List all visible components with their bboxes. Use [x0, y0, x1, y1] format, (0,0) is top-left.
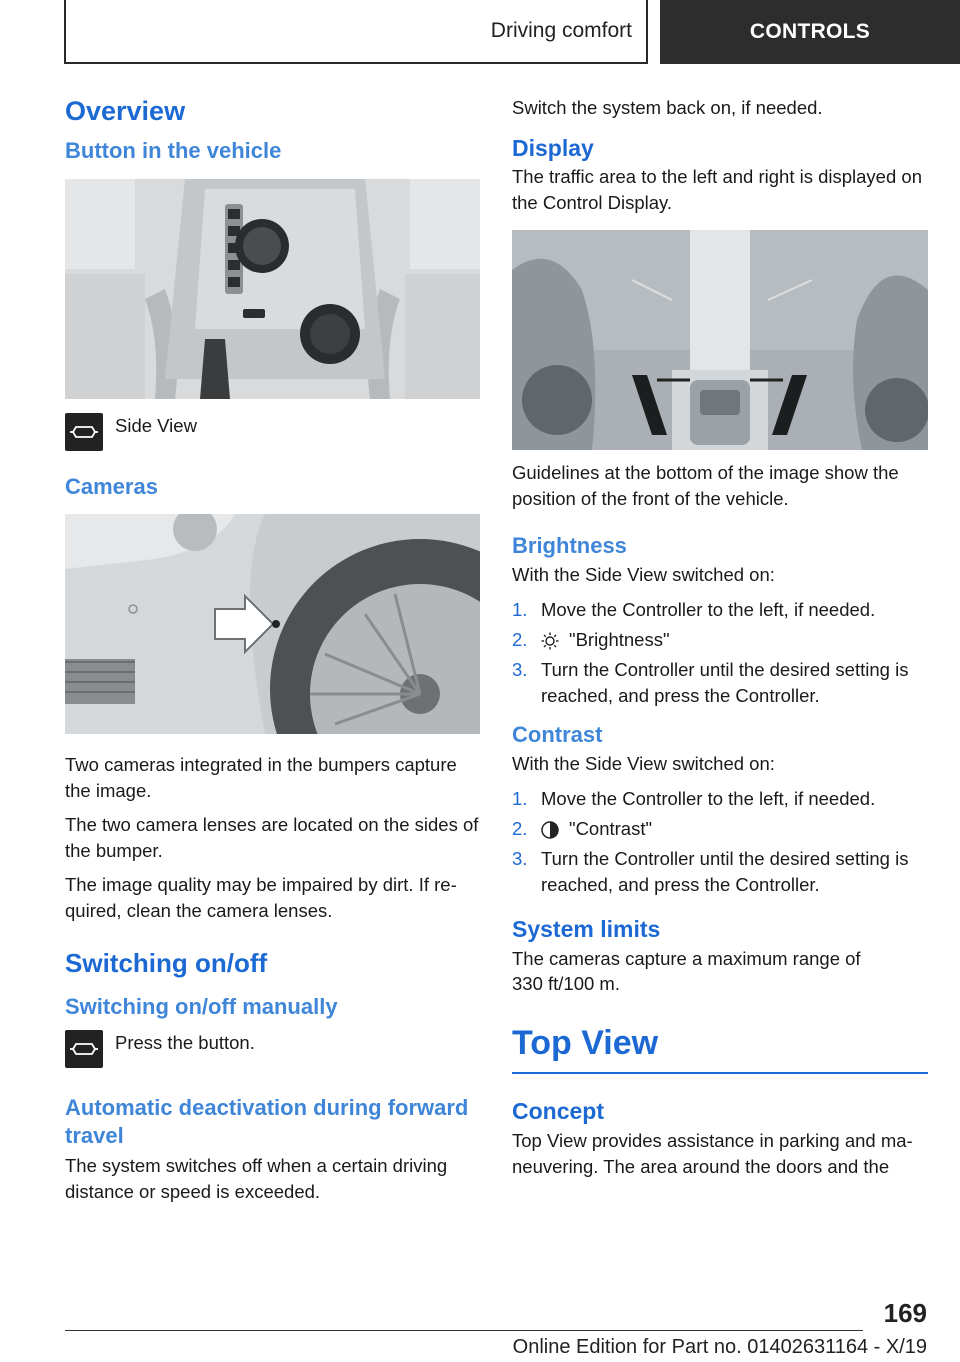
top-view-heading: Top View — [512, 1023, 928, 1074]
automatic-deactivation-paragraph: The system switches off when a certain driving distance or speed is exceeded. — [65, 1155, 448, 1203]
contrast-intro: With the Side View switched on: — [512, 752, 775, 774]
contrast-heading: Contrast — [512, 722, 603, 747]
footer-divider — [65, 1330, 863, 1331]
press-button-text: Press the button. — [115, 1032, 255, 1054]
cameras-paragraph-3: The image quality may be impaired by dirt. If re‐quired, clean the camera lenses. — [65, 873, 457, 921]
overview-heading: Overview — [65, 96, 186, 126]
right-column — [512, 95, 928, 1188]
cameras-heading: Cameras — [65, 473, 158, 499]
contrast-icon — [541, 821, 559, 839]
header-section-tab — [64, 0, 648, 64]
footer-edition: Online Edition for Part no. 01402631164 - X/19 — [512, 1336, 927, 1358]
side-view-display-image — [512, 230, 928, 450]
switching-manually-heading: Switching on/off manually — [65, 993, 338, 1019]
left-column — [65, 95, 480, 1213]
cameras-paragraph-1: Two cameras integrated in the bumpers capture the image. — [65, 754, 457, 802]
header-chapter-tab — [660, 0, 960, 64]
side-view-button-icon — [65, 413, 103, 451]
page-number: 169 — [883, 1298, 927, 1328]
contrast-steps — [512, 786, 928, 898]
automatic-deactivation-heading: Automatic deactivation during forward travel — [65, 1095, 469, 1148]
cameras-paragraph-2: The two camera lenses are located on the sides of the bumper. — [65, 814, 479, 862]
brightness-steps — [512, 597, 928, 709]
side-view-button-row — [65, 413, 480, 451]
display-paragraph: The traffic area to the left and right is displayed on the Control Display. — [512, 166, 922, 214]
brightness-intro: With the Side View switched on: — [512, 563, 775, 585]
side-view-button-icon — [65, 1030, 103, 1068]
system-limits-heading: System limits — [512, 915, 661, 942]
system-limits-paragraph: The cameras capture a maximum range of 330 ft/100 m. — [512, 947, 861, 995]
center-console-image — [65, 179, 480, 399]
guidelines-paragraph: Guidelines at the bottom of the image show the position of the front of the vehicle. — [512, 462, 899, 510]
brightness-heading: Brightness — [512, 533, 627, 559]
list-item: 2. "Brightness" — [512, 629, 670, 651]
bumper-camera-image — [65, 514, 480, 734]
display-heading: Display — [512, 134, 594, 161]
concept-paragraph: Top View provides assistance in parking and ma‐neuvering. The area around the doors and the — [512, 1129, 913, 1177]
list-item: 3. Turn the Controller until the desired setting is reached, and press the Controller. — [512, 848, 909, 896]
concept-heading: Concept — [512, 1098, 604, 1125]
list-item: 2. "Contrast" — [512, 818, 653, 840]
brightness-icon — [541, 632, 559, 650]
list-item: 1. Move the Controller to the left, if needed. — [512, 599, 876, 621]
header-section-label: Driving comfort — [490, 19, 632, 42]
button-in-vehicle-heading: Button in the vehicle — [65, 138, 282, 164]
press-button-row — [65, 1030, 480, 1068]
header-chapter-label: CONTROLS — [749, 20, 871, 43]
switch-back-paragraph: Switch the system back on, if needed. — [512, 97, 823, 118]
switching-heading: Switching on/off — [65, 947, 268, 978]
list-item: 1. Move the Controller to the left, if needed. — [512, 788, 876, 810]
list-item: 3. Turn the Controller until the desired setting is reached, and press the Controller. — [512, 659, 909, 707]
side-view-label: Side View — [115, 414, 197, 436]
